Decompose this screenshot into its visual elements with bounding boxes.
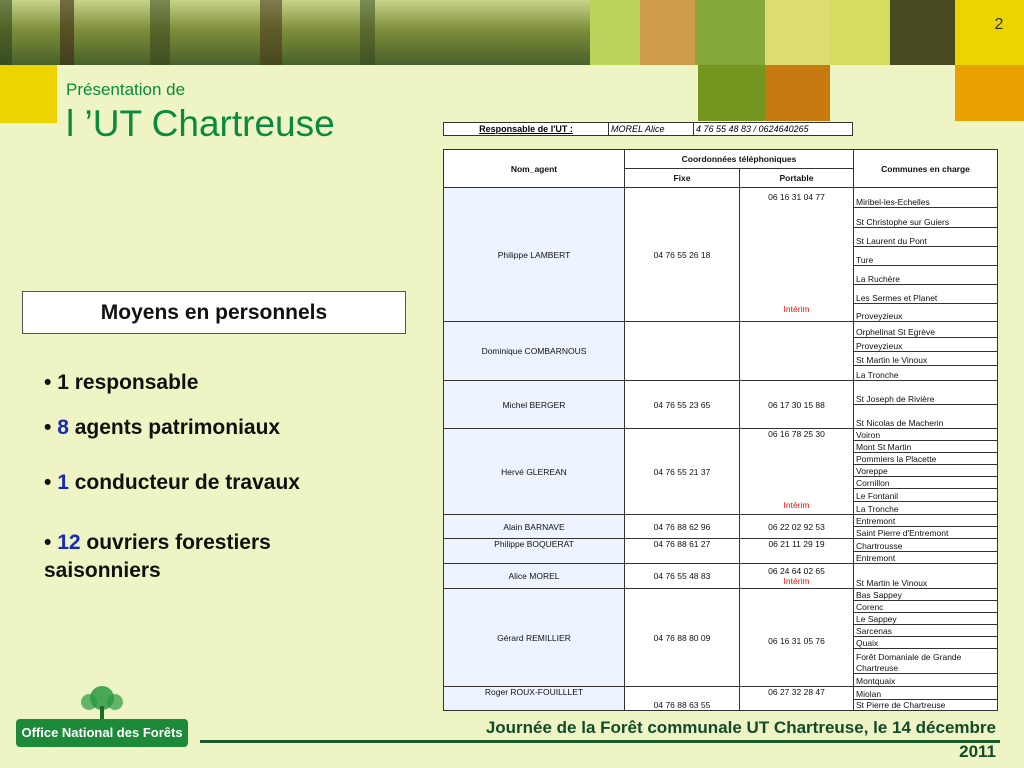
slide-subtitle: Présentation de: [66, 80, 186, 99]
agent-fixe: 04 76 88 62 96: [625, 515, 740, 539]
banner-tile: [0, 65, 57, 123]
agent-portable: [740, 429, 854, 515]
commune-cell: Saint Pierre d'Entremont: [854, 527, 998, 539]
agent-portable: 06 27 32 28 47: [740, 687, 854, 711]
agent-portable: 06 17 30 15 88: [740, 381, 854, 429]
commune-cell: Montquaix: [854, 674, 998, 687]
header-banner: [0, 0, 1024, 65]
agent-name: Philippe BOQUERAT: [444, 539, 625, 564]
banner-tile: [765, 0, 830, 65]
agent-fixe: 04 76 88 80 09: [625, 589, 740, 687]
tree-emblem-icon: [14, 684, 189, 724]
interim-note: Intérim: [783, 576, 810, 586]
header-communes: Communes en charge: [854, 150, 998, 188]
commune-cell: La Tronche: [854, 366, 998, 381]
bullet-ouvriers: • 12 ouvriers forestiers saisonniers: [44, 531, 271, 582]
bullet-text: responsable: [74, 371, 199, 394]
commune-cell: Voiron: [854, 429, 998, 441]
section-label-box: Moyens en personnels: [22, 291, 406, 334]
commune-cell: Pommiers la Placette: [854, 453, 998, 465]
header-fixe: Fixe: [625, 169, 740, 188]
bullet-count: 8: [57, 416, 69, 439]
agent-fixe: 04 76 55 48 83: [625, 564, 740, 589]
commune-cell: Entremont: [854, 552, 998, 564]
interim-note: Intérim: [783, 500, 810, 510]
commune-cell: Proveyzieux: [854, 338, 998, 352]
bullet-responsable: • 1 responsable: [44, 371, 199, 394]
banner-tile: [830, 0, 890, 65]
commune-cell: Les Sermes et Planet: [854, 285, 998, 304]
header-coords: Coordonnées téléphoniques: [625, 150, 854, 169]
commune-cell: Le Sappey: [854, 613, 998, 625]
commune-cell: Bas Sappey: [854, 589, 998, 601]
agent-name: Alain BARNAVE: [444, 515, 625, 539]
portable-number: 06 16 78 25 30: [768, 429, 825, 439]
agent-portable: [740, 322, 854, 381]
commune-cell: Miribel-les-Echelles: [854, 188, 998, 208]
table-row: [444, 687, 998, 700]
bullet-agents: • 8 agents patrimoniaux: [44, 416, 281, 439]
table-row: [444, 381, 998, 405]
responsable-table: [443, 122, 853, 136]
agent-name: Gérard REMILLIER: [444, 589, 625, 687]
commune-cell: Chartrousse: [854, 539, 998, 552]
commune-cell: Chartreuse: [854, 662, 998, 674]
agent-fixe: 04 76 55 23 65: [625, 381, 740, 429]
bullet-text: conducteur de travaux: [74, 471, 300, 494]
commune-cell: La Tronche: [854, 502, 998, 515]
commune-cell: Miolan: [854, 687, 998, 700]
agent-name: Roger ROUX-FOUILLLET: [444, 687, 625, 711]
bullet-text: ouvriers forestiers: [86, 531, 271, 554]
banner-tile: [765, 65, 830, 121]
commune-cell: Cornillon: [854, 477, 998, 489]
agent-portable: 06 22 02 92 53: [740, 515, 854, 539]
bullet-count: 1: [57, 371, 69, 394]
commune-cell: Sarcenas: [854, 625, 998, 637]
bullet-text: agents patrimoniaux: [74, 416, 281, 439]
portable-number: 06 16 31 04 77: [768, 192, 825, 202]
onf-logo: [14, 684, 189, 754]
interim-note: Intérim: [783, 304, 810, 314]
banner-tile: [955, 65, 1024, 121]
bullet-text-line2: saisonniers: [44, 559, 161, 582]
table-row: [444, 322, 998, 338]
commune-cell: St Joseph de Rivière: [854, 381, 998, 405]
banner-tile: [695, 0, 765, 65]
commune-cell: Entremont: [854, 515, 998, 527]
footer-line-2: 2011: [959, 742, 996, 761]
banner-tile: [890, 0, 955, 65]
agent-fixe: 04 76 55 21 37: [625, 429, 740, 515]
agent-name: Hervé GLEREAN: [444, 429, 625, 515]
footer-text: [380, 716, 996, 764]
table-row: [444, 589, 998, 601]
banner-tile: [640, 0, 695, 65]
commune-cell: Voreppe: [854, 465, 998, 477]
agents-table: [443, 149, 998, 711]
slide-title: l ’UT Chartreuse: [66, 103, 335, 144]
commune-cell: La Ruchère: [854, 266, 998, 285]
commune-cell: St Laurent du Pont: [854, 228, 998, 247]
agent-fixe: 04 76 55 26 18: [625, 188, 740, 322]
commune-cell: Quaix: [854, 637, 998, 649]
commune-cell: Mont St Martin: [854, 441, 998, 453]
agent-fixe: 04 76 88 63 55: [625, 687, 740, 711]
commune-cell: Proveyzieux: [854, 304, 998, 322]
agent-portable: 06 16 31 05 76: [740, 589, 854, 687]
table-row: [444, 515, 998, 527]
table-row: [444, 564, 998, 589]
commune-cell: Orphelinat St Egrève: [854, 322, 998, 338]
commune-cell: St Martin le Vinoux: [854, 352, 998, 366]
table-row: [444, 539, 998, 552]
bullet-count: 1: [57, 471, 69, 494]
agent-name: Alice MOREL: [444, 564, 625, 589]
responsable-phone: 4 76 55 48 83 / 0624640265: [694, 123, 853, 136]
agent-name: Michel BERGER: [444, 381, 625, 429]
bullet-count: 12: [57, 531, 81, 554]
commune-cell: Forêt Domaniale de Grande: [854, 649, 998, 662]
commune-cell: Corenc: [854, 601, 998, 613]
responsable-label: Responsable de l'UT :: [444, 123, 609, 136]
table-row: [444, 188, 998, 208]
header-portable: Portable: [740, 169, 854, 188]
agent-fixe: 04 76 88 61 27: [625, 539, 740, 564]
logo-text: Office National des Forêts: [16, 719, 188, 747]
agent-portable: 06 21 11 29 19: [740, 539, 854, 564]
table-row: [444, 429, 998, 441]
banner-tile: [590, 0, 640, 65]
commune-cell: St Nicolas de Macherin: [854, 405, 998, 429]
agent-portable: [740, 188, 854, 322]
portable-number: 06 24 64 02 65: [768, 566, 825, 576]
commune-cell: Le Fontanil: [854, 489, 998, 502]
bullet-conducteur: • 1 conducteur de travaux: [44, 471, 300, 494]
commune-cell: St Martin le Vinoux: [854, 564, 998, 589]
agent-fixe: [625, 322, 740, 381]
agent-portable: [740, 564, 854, 589]
header-agent: Nom_agent: [444, 150, 625, 188]
banner-tile: [698, 65, 765, 121]
commune-cell: St Christophe sur Guiers: [854, 208, 998, 228]
commune-cell: Ture: [854, 247, 998, 266]
agent-name: Dominique COMBARNOUS: [444, 322, 625, 381]
footer-line-1: Journée de la Forêt communale UT Chartreuse, le 14 décembre: [485, 718, 996, 737]
commune-cell: St Pierre de Chartreuse: [854, 700, 998, 711]
forest-banner-photo: [0, 0, 590, 65]
page-number: 2: [994, 16, 1004, 33]
agent-name: Philippe LAMBERT: [444, 188, 625, 322]
responsable-name: MOREL Alice: [609, 123, 694, 136]
